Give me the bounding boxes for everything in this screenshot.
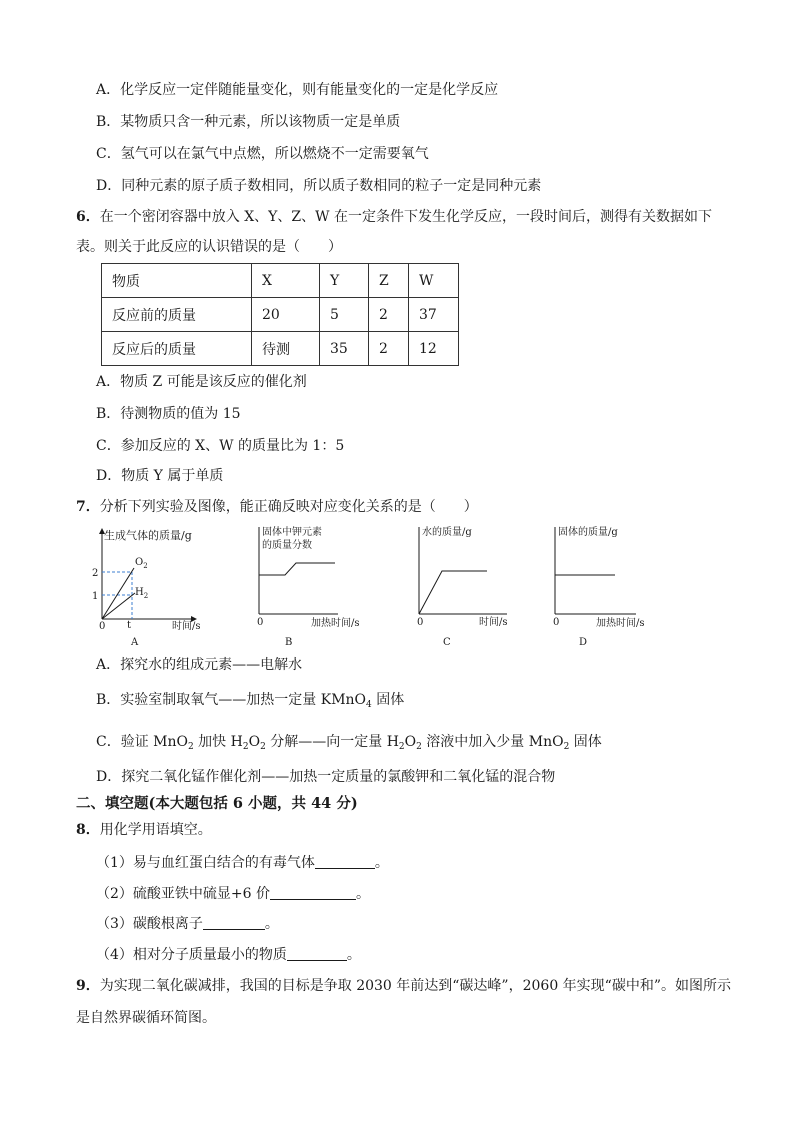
q6-number: 6． [76, 209, 100, 225]
graph-caption: A [131, 637, 139, 648]
h2-label [135, 587, 148, 600]
graph-caption: C [443, 637, 451, 648]
table-row [102, 298, 459, 332]
q6-stem-line2: 表。则关于此反应的认识错误的是（ ） [76, 239, 342, 255]
q6-option-c: C．参加反应的 X、W 的质量比为 1：5 [96, 438, 345, 454]
x-axis-label: 加热时间/s [311, 618, 360, 629]
q8-item-end: 。 [374, 855, 389, 871]
q8-stem-text: 用化学用语填空。 [99, 822, 212, 838]
table-cell: 35 [320, 332, 369, 366]
table-cell: Y [320, 264, 369, 298]
q7-option-b [96, 690, 404, 710]
graph-a [88, 521, 201, 649]
table-cell: W [409, 264, 459, 298]
tick-label: t [127, 620, 132, 631]
graph-caption: B [285, 637, 293, 648]
q9-stem-line1 [76, 976, 731, 996]
h2-line [102, 593, 135, 619]
text-part: 固体 [569, 734, 602, 750]
table-cell: 20 [252, 298, 320, 332]
table-cell: 2 [369, 298, 409, 332]
text-part: O [248, 734, 261, 750]
graph-caption: D [579, 637, 588, 648]
section-heading: 二、填空题(本大题包括 6 小题，共 44 分) [76, 795, 358, 812]
subscript: 2 [242, 742, 249, 752]
q7-stem [76, 497, 478, 517]
q7-option-b-suffix: 固体 [371, 692, 405, 708]
q6-stem-line1 [76, 207, 712, 227]
origin-label: 0 [99, 621, 106, 632]
q6-option-b: B．待测物质的值为 15 [96, 406, 241, 422]
answer-blank[interactable] [203, 915, 265, 930]
q6-option-d: D．物质 Y 属于单质 [96, 468, 224, 484]
q8-item-text: （4）相对分子质量最小的物质 [96, 947, 287, 963]
answer-blank[interactable] [315, 854, 375, 869]
q7-option-a: A．探究水的组成元素——电解水 [96, 657, 303, 673]
text-part: 加快 H [193, 734, 243, 750]
answer-blank[interactable] [287, 946, 347, 961]
o2-label-main: O [135, 557, 144, 568]
q9-stem-text: 为实现二氧化碳减排，我国的目标是争取 2030 年前达到“碳达峰”，2060 年实现“碳中和”。如图所示 [99, 978, 731, 994]
text-part: 溶液中加入少量 MnO [421, 734, 564, 750]
q8-item-1 [96, 853, 389, 873]
q7-number: 7． [76, 499, 100, 515]
tick-label: 1 [92, 591, 99, 602]
subscript: 2 [416, 742, 422, 752]
q8-item-text: （2）硫酸亚铁中硫显+6 价 [96, 886, 270, 902]
tick-label: 2 [92, 568, 99, 579]
y-axis-label: 的质量分数 [262, 540, 312, 551]
graph-c [412, 521, 522, 649]
h2-label-main: H [135, 587, 144, 598]
table-row [102, 332, 459, 366]
q5-option-c: C．氢气可以在氯气中点燃，所以燃烧不一定需要氧气 [96, 146, 429, 162]
q8-number: 8． [76, 822, 100, 838]
table-row [102, 264, 459, 298]
table-cell: 待测 [252, 332, 320, 366]
origin-label: 0 [257, 617, 264, 628]
o2-line [102, 568, 134, 619]
x-axis-label: 时间/s [172, 621, 201, 632]
table-cell: 反应前的质量 [102, 298, 252, 332]
q6-option-a: A．物质 Z 可能是该反应的催化剂 [96, 374, 307, 390]
table-cell: X [252, 264, 320, 298]
q5-option-d: D．同种元素的原子质子数相同，所以质子数相同的粒子一定是同种元素 [96, 178, 542, 194]
subscript: 2 [188, 742, 194, 752]
q7-option-c [96, 732, 602, 752]
o2-label-sub: 2 [143, 562, 148, 570]
origin-label: 0 [417, 617, 424, 628]
graph-d [548, 521, 658, 649]
q5-option-b: B．某物质只含一种元素，所以该物质一定是单质 [96, 114, 401, 130]
q5-option-a: A．化学反应一定伴随能量变化，则有能量变化的一定是化学反应 [96, 82, 499, 98]
q8-item-end: 。 [356, 886, 370, 902]
text-part: O [404, 734, 417, 750]
graph-b [252, 521, 372, 649]
q6-stem-text: 在一个密闭容器中放入 X、Y、Z、W 在一定条件下发生化学反应，一段时间后，测得有关数据如下 [99, 209, 712, 225]
data-line [419, 571, 487, 614]
q8-stem [76, 820, 212, 840]
table-cell: Z [369, 264, 409, 298]
origin-label: 0 [553, 617, 560, 628]
q8-item-text: （3）碳酸根离子 [96, 916, 203, 932]
table-cell: 12 [409, 332, 459, 366]
q8-item-end: 。 [346, 947, 361, 963]
y-axis-label: 生成气体的质量/g [104, 529, 192, 542]
q8-item-4 [96, 945, 361, 965]
table-cell: 37 [409, 298, 459, 332]
y-axis-label: 水的质量/g [422, 527, 472, 538]
q7-option-d: D．探究二氧化锰作催化剂——加热一定质量的氯酸钾和二氧化锰的混合物 [96, 769, 556, 785]
q6-data-table [101, 263, 459, 366]
h2-label-sub: 2 [143, 592, 149, 600]
subscript: 4 [366, 700, 372, 710]
subscript: 2 [260, 742, 266, 752]
q8-item-end: 。 [264, 916, 279, 932]
table-cell: 物质 [102, 264, 252, 298]
y-axis-label: 固体的质量/g [558, 527, 618, 538]
data-line [259, 563, 335, 575]
x-axis-label: 加热时间/s [596, 618, 645, 629]
q7-stem-text: 分析下列实验及图像，能正确反映对应变化关系的是（ ） [99, 499, 478, 515]
subscript: 2 [398, 742, 405, 752]
table-cell: 5 [320, 298, 369, 332]
q8-item-2 [96, 884, 370, 904]
x-axis-label: 时间/s [479, 617, 508, 628]
y-axis-label: 固体中钾元素 [262, 527, 322, 538]
answer-blank[interactable] [270, 885, 356, 900]
q8-item-text: （1）易与血红蛋白结合的有毒气体 [96, 855, 315, 871]
q9-number: 9． [76, 978, 100, 994]
subscript: 2 [563, 742, 570, 752]
q9-stem-line2: 是自然界碳循环简图。 [76, 1010, 216, 1026]
o2-label [135, 557, 148, 570]
text-part: 分解——向一定量 H [265, 734, 399, 750]
q7-option-b-text: B．实验室制取氧气——加热一定量 KMnO [96, 692, 367, 708]
table-cell: 反应后的质量 [102, 332, 252, 366]
text-part: C．验证 MnO [96, 734, 188, 750]
q8-item-3 [96, 914, 279, 934]
table-cell: 2 [369, 332, 409, 366]
